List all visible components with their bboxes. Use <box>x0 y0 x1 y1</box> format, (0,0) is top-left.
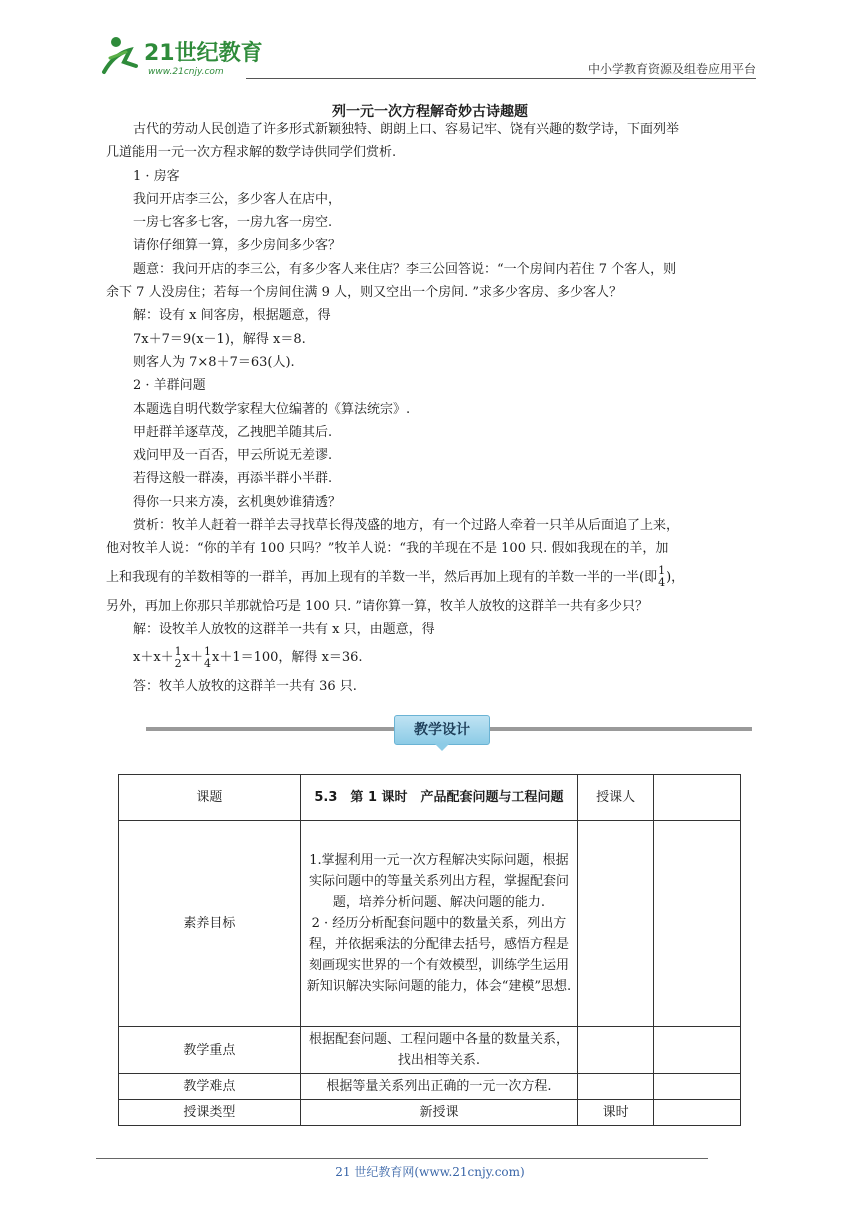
poem-line: 戏问甲及一百否，甲云所说无差谬. <box>133 448 333 464</box>
cell-difficulty-label: 教学难点 <box>119 1074 301 1100</box>
banner-label: 教学设计 <box>394 715 490 745</box>
cell-difficulty-value: 根据等量关系列出正确的一元一次方程. <box>300 1074 578 1100</box>
footer-divider <box>96 1158 708 1159</box>
poem-line: 一房七客多七客，一房九客一房空. <box>133 215 333 231</box>
cell-empty <box>578 821 654 1027</box>
paragraph-line: 他对牧羊人说：“你的羊有 100 只吗？”牧羊人说：“我的羊现在不是 100 只. 假如我现在的羊，加 <box>106 541 669 557</box>
cell-goals-label: 素养目标 <box>119 821 301 1027</box>
cell-empty <box>578 1074 654 1100</box>
cell-key-label: 教学重点 <box>119 1027 301 1074</box>
answer-line: 则客人为 7×8＋7＝63(人). <box>133 354 295 370</box>
solution-line: 解：设牧羊人放牧的这群羊一共有 x 只，由题意，得 <box>133 621 435 637</box>
denominator: 4 <box>658 576 666 590</box>
intro-line: 几道能用一元一次方程求解的数学诗供同学们赏析. <box>106 145 397 161</box>
cell-hours-value <box>654 1100 741 1126</box>
poem-line: 得你一只来方凑，玄机奥妙谁猜透？ <box>133 494 342 510</box>
cell-teacher-value <box>654 775 741 821</box>
cell-empty <box>578 1027 654 1074</box>
fraction: 1 4 <box>204 644 212 670</box>
section-heading: 2 · 羊群问题 <box>133 378 206 394</box>
poem-line: 我问开店李三公，多少客人在店中， <box>133 191 342 207</box>
cell-type-value: 新授课 <box>300 1100 578 1126</box>
poem-line: 若得这般一群凑，再添半群小半群. <box>133 471 333 487</box>
cell-empty <box>654 821 741 1027</box>
cell-teacher-label: 授课人 <box>578 775 654 821</box>
logo-url: www.21cnjy.com <box>148 67 224 77</box>
page-title: 列一元一次方程解奇妙古诗趣题 <box>332 104 528 120</box>
cell-key-value: 根据配套问题、工程问题中各量的数量关系，找出相等关系. <box>300 1027 578 1074</box>
goal-item: 2 · 经历分析配套问题中的数量关系，列出方程，并依据乘法的分配律去括号，感悟方程是刻画现实世界的一个有效模型，训练学生运用新知识解决实际问题的能力，体会“建模”思想. <box>306 916 572 994</box>
cell-empty <box>654 1074 741 1100</box>
logo <box>96 32 266 78</box>
footer-text[interactable]: 21 世纪教育网(www.21cnjy.com) <box>335 1165 525 1179</box>
cell-type-label: 授课类型 <box>119 1100 301 1126</box>
paragraph-line: 赏析：牧羊人赶着一群羊去寻找草长得茂盛的地方，有一个过路人牵着一只羊从后面追了上来， <box>133 518 680 534</box>
text-segment: 上和我现有的羊数相等的一群羊，再加上现有的羊数一半，然后再加上现有的羊数一半的一半(即 <box>106 569 658 585</box>
header-divider <box>246 78 756 79</box>
equation: 7x＋7＝9(x－1)，解得 x＝8. <box>133 331 306 347</box>
answer-line: 答：牧羊人放牧的这群羊一共有 36 只. <box>133 679 357 695</box>
cell-empty <box>654 1027 741 1074</box>
cell-topic-value: 5.3 第 1 课时 产品配套问题与工程问题 <box>300 775 578 821</box>
poem-line: 甲赶群羊逐草茂，乙拽肥羊随其后. <box>133 424 333 440</box>
fraction <box>658 565 665 589</box>
cell-hours-label: 课时 <box>578 1100 654 1126</box>
paragraph-line: 本题选自明代数学家程大位编著的《算法统宗》. <box>133 401 411 417</box>
equation: x＋x＋ 1 2 x＋ 1 4 x＋1＝100，解得 x＝36. <box>133 644 363 670</box>
lesson-plan-table <box>118 774 741 1126</box>
page-header <box>96 32 756 80</box>
paragraph-line: 题意：我问开店的李三公，有多少客人来住店？李三公回答说：“一个房间内若住 7 个客人，则 <box>133 261 677 277</box>
cell-topic-label: 课题 <box>119 775 301 821</box>
numerator: 1 <box>658 564 666 578</box>
section-banner <box>146 714 752 748</box>
platform-name: 中小学教育资源及组卷应用平台 <box>587 62 756 76</box>
section-heading: 1 · 房客 <box>133 168 180 184</box>
fraction: 1 2 <box>174 644 182 670</box>
paragraph-line: 余下 7 人没房住；若每一个房间住满 9 人，则又空出一个房间. ”求多少客房、多少客人？ <box>106 285 622 301</box>
poem-line: 请你仔细算一算，多少房间多少客？ <box>133 238 342 254</box>
logo-text: 21世纪教育 <box>144 41 263 66</box>
text-segment: )， <box>666 569 685 585</box>
article-body <box>106 118 766 699</box>
solution-line: 解：设有 x 间客房，根据题意，得 <box>133 308 331 324</box>
paragraph-line-with-fraction <box>106 561 766 595</box>
goal-item: 1.掌握利用一元一次方程解决实际问题，根据实际问题中的等量关系列出方程，掌握配套问题，培养分析问题、解决问题的能力. <box>308 853 569 910</box>
cell-goals-value <box>300 821 578 1027</box>
paragraph-line: 另外，再加上你那只羊那就恰巧是 100 只. ”请你算一算，牧羊人放牧的这群羊一共有多少只？ <box>106 598 648 614</box>
intro-line: 古代的劳动人民创造了许多形式新颖独特、朗朗上口、容易记牢、饶有兴趣的数学诗，下面列举 <box>133 122 680 137</box>
